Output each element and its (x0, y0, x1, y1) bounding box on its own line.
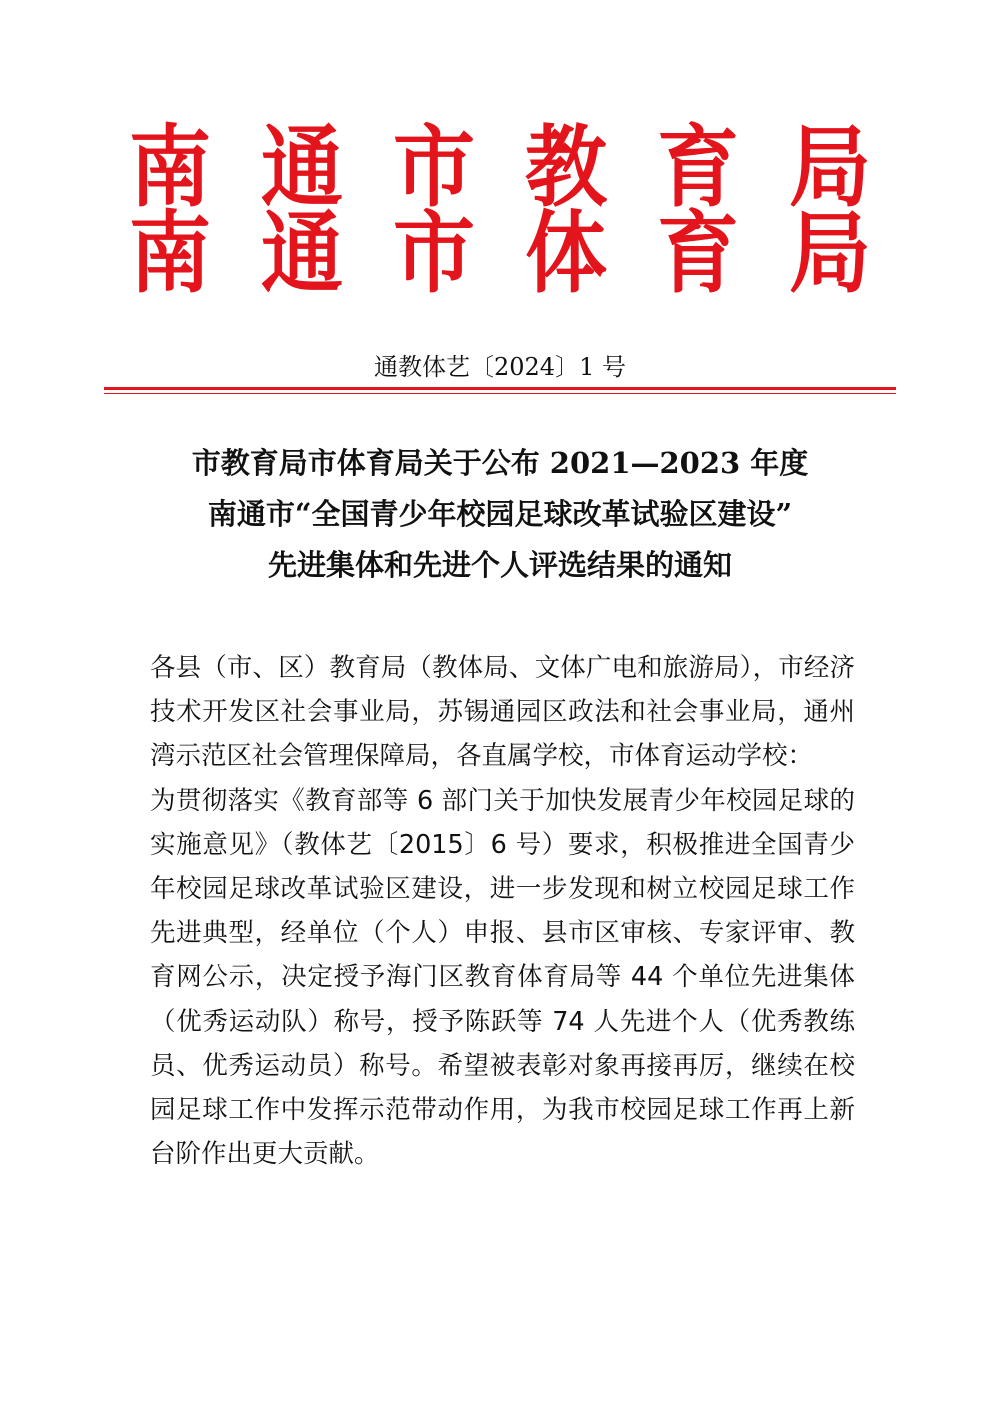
letterhead-char: 南 (128, 202, 211, 306)
salutation: 各县（市、区）教育局（教体局、文体广电和旅游局），市经济技术开发区社会事业局，苏锡通园区政法和社会事业局，通州湾示范区社会管理保障局，各直属学校，市体育运动学校： (150, 653, 855, 772)
letterhead-char: 市 (392, 116, 475, 220)
letterhead-line-sports (120, 204, 880, 304)
letterhead-char: 育 (656, 202, 739, 306)
title-line-1: 市教育局市体育局关于公布 2021—2023 年度 (191, 446, 809, 480)
body-paragraph: 为贯彻落实《教育部等 6 部门关于加快发展青少年校园足球的实施意见》（教体艺〔2015〕6 号）要求，积极推进全国青少年校园足球改革试验区建设，进一步发现和树立校园足球工作先进典型，经单位（个人）申报、县市区审核、专家评审、教育网公示，决定授予海门区教育体育局等 44 个单位先进集体（优秀运动队）称号，授予陈跃等 74 人先进个人（优秀教练员、优秀运动员）称号。希望被表彰对象再接再厉，继续在校园足球工作中发挥示范带动作用，为我市校园足球工作再上新台阶作出更大贡献。 (150, 785, 855, 1170)
letterhead-char: 教 (524, 116, 607, 220)
letterhead-char: 通 (260, 116, 343, 220)
document-number: 通教体艺〔2024〕1 号 (374, 353, 626, 381)
letterhead-line-education (120, 118, 880, 218)
letterhead-char: 通 (260, 202, 343, 306)
red-divider-thin (104, 393, 896, 394)
notice-title (0, 438, 1000, 591)
letterhead-char: 局 (788, 116, 871, 220)
letterhead-char: 育 (656, 116, 739, 220)
title-line-3: 先进集体和先进个人评选结果的通知 (267, 548, 732, 582)
notice-body (150, 646, 855, 1176)
letterhead-char: 市 (392, 202, 475, 306)
red-divider-thick (104, 387, 896, 390)
letterhead-char: 局 (788, 202, 871, 306)
title-line-2: 南通市“全国青少年校园足球改革试验区建设” (207, 497, 793, 531)
letterhead-char: 南 (128, 116, 211, 220)
letterhead-char: 体 (524, 202, 607, 306)
